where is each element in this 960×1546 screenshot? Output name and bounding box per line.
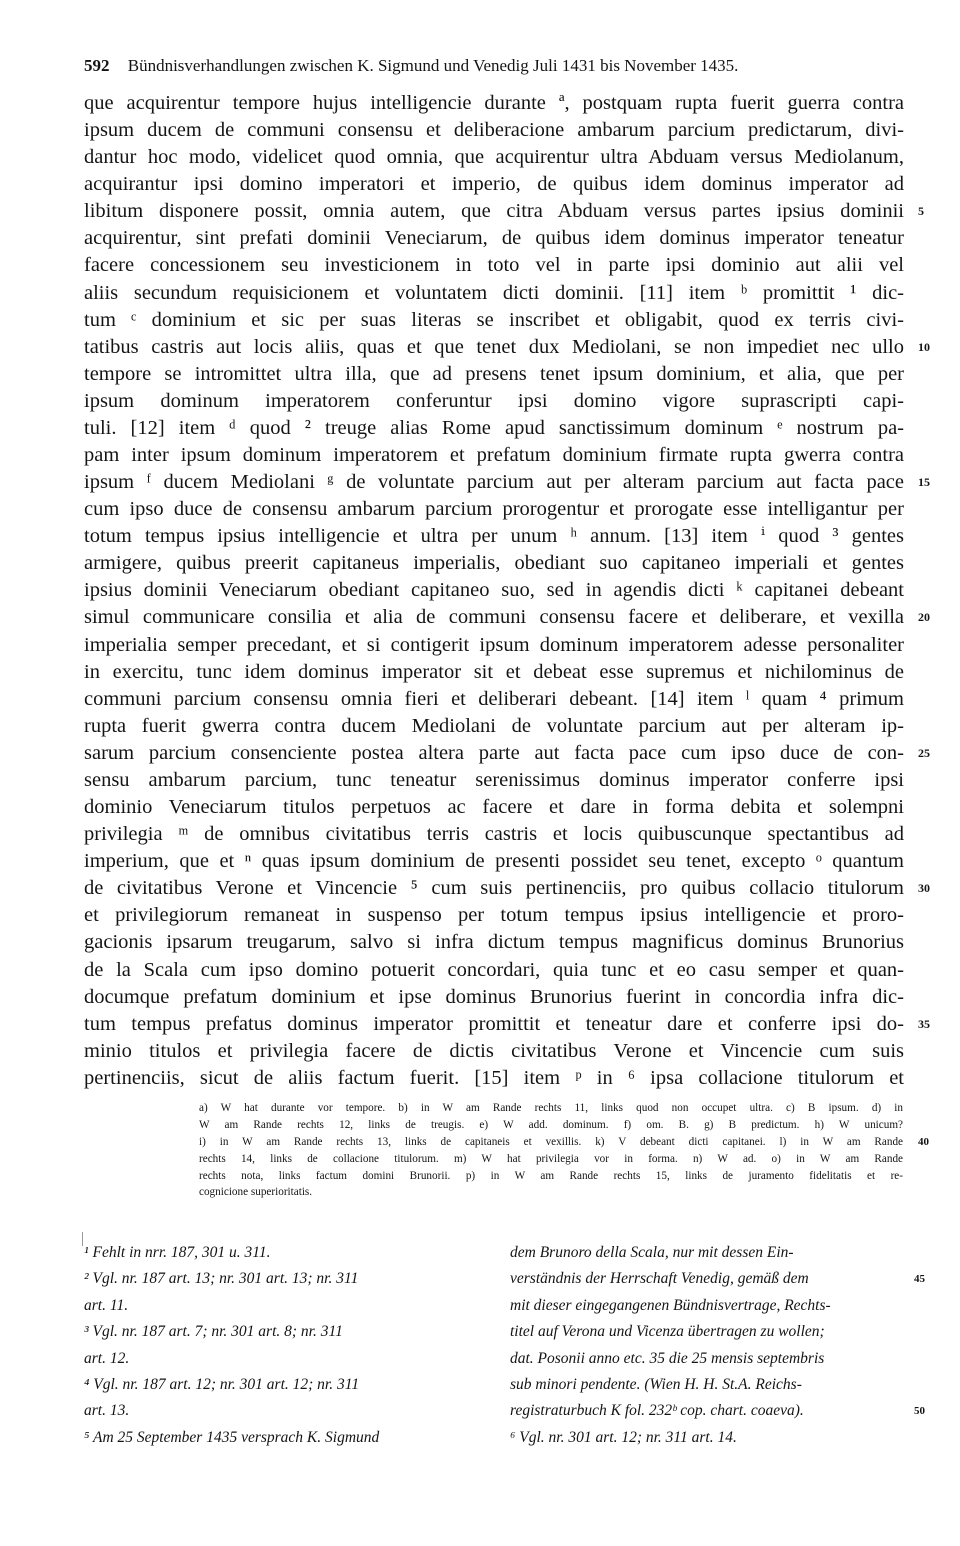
- footnotes-right-6: [510, 1372, 910, 1398]
- apparatus-line-1: [199, 1100, 903, 1117]
- line-text: verständnis der Herrschaft Venedig, gemäß dem: [510, 1270, 809, 1288]
- line-text: totum tempus ipsius intelligencie et ultra per unum ʰ annum. [13] item ⁱ quod ³ gentes: [84, 525, 904, 548]
- body-line-25: [84, 740, 930, 767]
- line-text: dat. Posonii anno etc. 35 die 25 mensis septembris: [510, 1349, 825, 1367]
- body-line-33: [84, 957, 904, 984]
- footnotes-right-4: [510, 1319, 910, 1345]
- apparatus-line-5: [199, 1168, 903, 1185]
- line-number: 35: [918, 1016, 930, 1031]
- body-line-18: [84, 550, 904, 577]
- body-line-15: [84, 469, 930, 496]
- body-line-35: [84, 1011, 930, 1038]
- line-text: pam inter ipsum dominum imperatorem et prefatum dominium firmate rupta gwerra contra: [84, 444, 904, 467]
- body-line-36: [84, 1038, 904, 1065]
- line-text: ⁵ Am 25 September 1435 versprach K. Sigmund: [84, 1428, 380, 1446]
- body-line-8: [84, 280, 904, 307]
- line-number: 10: [918, 339, 930, 354]
- line-text: libitum disponere possit, omnia autem, que citra Abduam versus partes ipsius dominii: [84, 200, 904, 223]
- body-line-27: [84, 794, 904, 821]
- line-text: minio titulos et privilegia facere de dictis civitatibus Verone et Vincencie cum suis: [84, 1039, 904, 1062]
- body-line-19: [84, 577, 904, 604]
- body-line-3: [84, 144, 904, 171]
- page-number: 592: [84, 56, 110, 75]
- line-text: in exercitu, tunc idem dominus imperator sit et debeat esse supremus et nichilominus de: [84, 660, 904, 683]
- line-text: privilegia ᵐ de omnibus civitatibus terris castris et locis quibuscunque spectantibus ad: [84, 823, 904, 846]
- line-number: 5: [918, 204, 924, 219]
- body-line-29: [84, 848, 904, 875]
- footnotes-left-5: [84, 1346, 484, 1372]
- footnotes-left-2: [84, 1266, 484, 1292]
- line-text: ipsum dominum imperatorem conferuntur ipsi domino vigore suprascripti capi-: [84, 389, 904, 412]
- body-line-7: [84, 252, 904, 279]
- footnotes-right-column: [510, 1240, 925, 1451]
- line-text: rupta fuerit gwerra contra ducem Mediolani de voluntate parcium aut per alteram ip-: [84, 714, 904, 737]
- line-number: 30: [918, 881, 930, 896]
- body-line-31: [84, 902, 904, 929]
- body-line-10: [84, 334, 930, 361]
- line-text: acquirantur ipsi domino imperatori et imperio, de quibus idem dominus imperator ad: [84, 173, 904, 196]
- line-text: armigere, quibus preerit capitaneus imperialis, obediant suo capitaneo imperiali et gentes: [84, 552, 904, 575]
- margin-mark: [82, 1232, 83, 1246]
- body-line-4: [84, 171, 904, 198]
- body-line-28: [84, 821, 904, 848]
- body-line-17: [84, 523, 904, 550]
- line-text: cognicione superioritatis.: [199, 1186, 313, 1199]
- line-text: de la Scala cum ipso domino potuerit concordari, quia tunc et eo casu semper et quan-: [84, 958, 904, 981]
- body-line-1: [84, 90, 904, 117]
- line-text: art. 11.: [84, 1296, 129, 1314]
- line-text: ³ Vgl. nr. 187 art. 7; nr. 301 art. 8; nr. 311: [84, 1323, 343, 1341]
- line-text: tum ᶜ dominium et sic per suas literas se inscribet et obligabit, quod ex terris civi-: [84, 308, 904, 331]
- body-line-9: [84, 307, 904, 334]
- line-text: W am Rande rechts 12, links de treugis. e) W add. dominum. f) om. B. g) B predictum. h) W unicum?: [199, 1118, 903, 1131]
- body-line-32: [84, 929, 904, 956]
- body-line-20: [84, 604, 930, 631]
- footnotes-left-4: [84, 1319, 484, 1345]
- line-text: ipsius dominii Veneciarum obediant capitaneo suo, sed in agendis dicti ᵏ capitanei debeant: [84, 579, 904, 602]
- line-text: art. 12.: [84, 1349, 130, 1367]
- footnotes-right-5: [510, 1346, 910, 1372]
- line-text: mit dieser eingegangenen Bündnisvertrage, Rechts-: [510, 1296, 831, 1314]
- line-text: tempore se intromittet ultra illa, que ad presens tenet ipsum dominium, et alia, que per: [84, 362, 904, 385]
- line-text: que acquirentur tempore hujus intelligencie durante ª, postquam rupta fuerit guerra contra: [84, 92, 904, 114]
- line-text: aliis secundum requisicionem et voluntatem dicti dominii. [11] item ᵇ promittit ¹ dic-: [84, 281, 904, 304]
- body-line-16: [84, 496, 904, 523]
- line-text: art. 13.: [84, 1402, 130, 1420]
- line-text: sensu ambarum parcium, tunc teneatur serenissimus dominus imperator conferre ipsi: [84, 768, 904, 791]
- body-line-30: [84, 875, 930, 902]
- line-text: sub minori pendente. (Wien H. H. St.A. Reichs-: [510, 1375, 802, 1393]
- critical-apparatus: [199, 1100, 929, 1201]
- body-line-21: [84, 632, 904, 659]
- apparatus-line-2: [199, 1117, 903, 1134]
- apparatus-line-6: [199, 1184, 903, 1201]
- line-text: communi parcium consensu omnia fieri et deliberari debeant. [14] item ˡ quam ⁴ primum: [84, 687, 904, 710]
- footnotes-left-column: [84, 1240, 484, 1451]
- line-text: tatibus castris aut locis aliis, quas et que tenet dux Mediolani, se non impediet nec ullo: [84, 335, 904, 358]
- body-line-14: [84, 442, 904, 469]
- footnotes-right-1: [510, 1240, 910, 1266]
- body-line-22: [84, 659, 904, 686]
- body-line-26: [84, 767, 904, 794]
- body-line-13: [84, 415, 904, 442]
- line-text: acquirentur, sint prefati dominii Veneciarum, de quibus idem dominus imperator teneatur: [84, 227, 904, 250]
- line-text: ipsum ᶠ ducem Mediolani ᵍ de voluntate parcium aut per alteram parcium aut facta pace: [84, 471, 904, 494]
- line-text: simul communicare consilia et alia de communi consensu facere et deliberare, et vexilla: [84, 606, 904, 629]
- footnotes-left-6: [84, 1372, 484, 1398]
- line-text: documque prefatum dominium et ipse dominus Brunorius fuerint in concordia infra dic-: [84, 985, 904, 1008]
- line-text: ⁴ Vgl. nr. 187 art. 12; nr. 301 art. 12; nr. 311: [84, 1375, 360, 1393]
- body-line-24: [84, 713, 904, 740]
- line-text: i) in W am Rande rechts 13, links de capitaneis et vexillis. k) V debeant dicti capitanei. l) in W am Rande: [199, 1135, 903, 1148]
- footnotes-right-8: [510, 1425, 910, 1451]
- body-line-34: [84, 984, 904, 1011]
- line-text: sarum parcium consenciente postea altera parte aut facta pace cum ipso duce de con-: [84, 741, 904, 764]
- body-line-6: [84, 225, 904, 252]
- line-text: ² Vgl. nr. 187 art. 13; nr. 301 art. 13; nr. 311: [84, 1270, 359, 1288]
- line-text: ipsum ducem de communi consensu et deliberacione ambarum parcium predictarum, divi-: [84, 119, 904, 142]
- line-number: 45: [914, 1273, 925, 1286]
- running-header: [84, 52, 904, 80]
- body-line-5: [84, 198, 924, 225]
- line-number: 20: [918, 610, 930, 625]
- line-number: 40: [918, 1135, 929, 1148]
- line-text: imperialia semper precedant, et si contigerit ipsum dominum imperatorem adesse personaliter: [84, 633, 904, 656]
- line-text: ¹ Fehlt in nrr. 187, 301 u. 311.: [84, 1244, 271, 1261]
- body-line-2: [84, 117, 904, 144]
- line-text: facere concessionem seu investicionem in toto vel in parte ipsi dominio aut alii vel: [84, 254, 904, 277]
- line-text: dem Brunoro della Scala, nur mit dessen Ein-: [510, 1244, 794, 1261]
- line-text: et privilegiorum remaneat in suspenso per totum tempus ipsius intelligencie et proro-: [84, 904, 904, 927]
- line-text: dantur hoc modo, videlicet quod omnia, que acquirentur ultra Abduam versus Mediolanum,: [84, 146, 904, 169]
- body-line-23: [84, 686, 904, 713]
- footnotes-left-3: [84, 1293, 484, 1319]
- line-text: a) W hat durante vor tempore. b) in W am Rande rechts 11, links quod non occupet ultra. c) B ipsum. d) in: [199, 1102, 903, 1114]
- line-text: dominio Veneciarum titulos perpetuos ac facere et dare in forma debita et solempni: [84, 796, 904, 819]
- footnotes-left-7: [84, 1398, 484, 1424]
- line-text: gacionis ipsarum treugarum, salvo si infra dictum tempus magnificus dominus Brunorius: [84, 931, 904, 954]
- line-text: imperium, que et ⁿ quas ipsum dominium de presenti possidet seu tenet, excepto ᵒ quantum: [84, 850, 904, 873]
- line-text: ⁶ Vgl. nr. 301 art. 12; nr. 311 art. 14.: [510, 1428, 737, 1446]
- line-text: titel auf Verona und Vicenza übertragen zu wollen;: [510, 1323, 825, 1341]
- running-title: Bündnisverhandlungen zwischen K. Sigmund und Venedig Juli 1431 bis November 1435.: [127, 56, 739, 75]
- line-text: tum tempus prefatus dominus imperator promittit et teneatur dare et conferre ipsi do-: [84, 1012, 904, 1035]
- line-text: pertinenciis, sicut de aliis factum fuerit. [15] item ᵖ in ⁶ ipsa collacione titulorum et: [84, 1066, 904, 1089]
- line-text: de civitatibus Verone et Vincencie ⁵ cum suis pertinenciis, pro quibus collacio titulorum: [84, 877, 904, 900]
- apparatus-line-4: [199, 1151, 903, 1168]
- line-number: 50: [914, 1405, 925, 1418]
- footnotes-right-3: [510, 1293, 910, 1319]
- apparatus-line-3: [199, 1134, 929, 1151]
- footnotes-left-1: [84, 1240, 484, 1266]
- line-number: 15: [918, 475, 930, 490]
- line-text: registraturbuch K fol. 232ᵇ cop. chart. coaeva).: [510, 1402, 804, 1420]
- line-text: tuli. [12] item ᵈ quod ² treuge alias Rome apud sanctissimum dominum ᵉ nostrum pa-: [84, 416, 904, 439]
- line-text: rechts 14, links de collacione titulorum. m) W hat privilegia vor in forma. n) W ad. o) in W am Rande: [199, 1152, 903, 1165]
- body-line-37: [84, 1065, 904, 1092]
- main-text-block: [84, 90, 930, 1092]
- footnotes-right-2: [510, 1266, 925, 1292]
- body-line-11: [84, 361, 904, 388]
- body-line-12: [84, 388, 904, 415]
- line-text: cum ipso duce de consensu ambarum parcium prorogentur et prorogate esse intelligantur per: [84, 498, 904, 521]
- footnotes-left-8: [84, 1425, 484, 1451]
- line-text: rechts nota, links factum domini Brunorii. p) in W am Rande rechts 15, links de juramento fidelitatis et re-: [199, 1169, 903, 1182]
- footnotes-right-7: [510, 1398, 925, 1424]
- line-number: 25: [918, 745, 930, 760]
